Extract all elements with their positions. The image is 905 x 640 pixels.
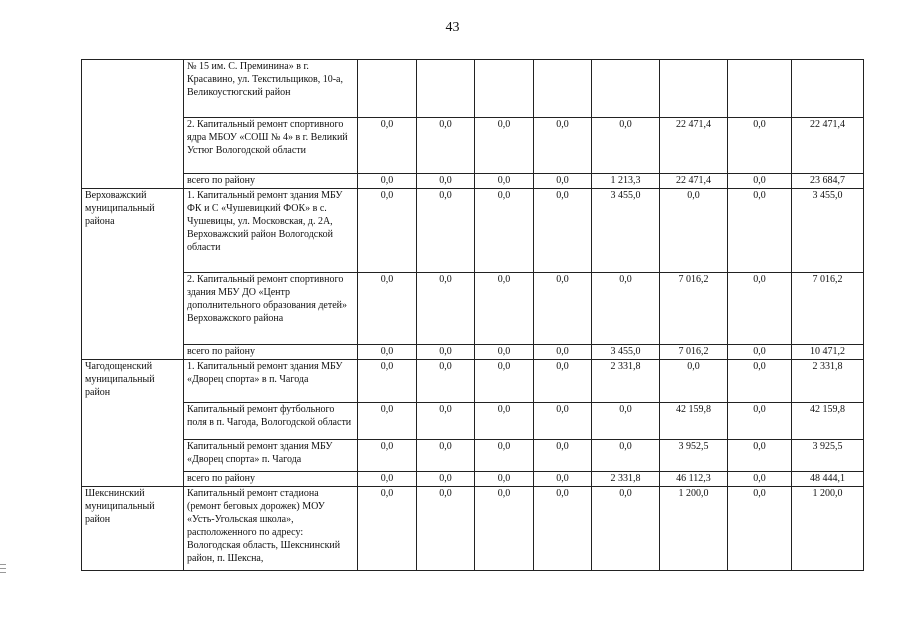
total-row — [82, 174, 864, 189]
value-cell: 3 952,5 — [660, 440, 728, 472]
table-row — [82, 487, 864, 571]
value-cell: 0,0 — [534, 472, 592, 487]
value-cell: 0,0 — [358, 189, 417, 273]
total-row — [82, 472, 864, 487]
value-cell: 7 016,2 — [660, 345, 728, 360]
value-cell: 0,0 — [358, 273, 417, 345]
value-cell: 0,0 — [358, 118, 417, 174]
value-cell: 0,0 — [534, 360, 592, 403]
description-cell: Капитальный ремонт стадиона (ремонт беговых дорожек) МОУ «Усть-Угольская школа», расположенного по адресу: Вологодская область, Шекснинский район, п. Шексна, — [184, 487, 358, 571]
table-body — [82, 60, 864, 571]
description-cell: № 15 им. С. Преминина» в г. Красавино, ул. Текстильщиков, 10-а, Великоустюгский район — [184, 60, 358, 118]
value-cell: 0,0 — [475, 472, 534, 487]
value-cell: 0,0 — [592, 118, 660, 174]
value-cell — [534, 60, 592, 118]
value-cell: 0,0 — [660, 189, 728, 273]
value-cell: 3 455,0 — [792, 189, 864, 273]
value-cell: 0,0 — [475, 403, 534, 440]
value-cell: 0,0 — [358, 174, 417, 189]
value-cell: 42 159,8 — [660, 403, 728, 440]
value-cell: 0,0 — [417, 403, 475, 440]
table-row — [82, 440, 864, 472]
value-cell: 0,0 — [358, 487, 417, 571]
value-cell: 22 471,4 — [792, 118, 864, 174]
district-cell: Шекснинский муниципальный район — [82, 487, 184, 571]
value-cell: 0,0 — [660, 360, 728, 403]
value-cell: 0,0 — [728, 189, 792, 273]
value-cell: 0,0 — [475, 174, 534, 189]
value-cell: 0,0 — [417, 118, 475, 174]
value-cell: 3 455,0 — [592, 189, 660, 273]
value-cell: 0,0 — [417, 273, 475, 345]
value-cell — [417, 60, 475, 118]
total-label: всего по району — [184, 345, 358, 360]
district-cell: Верховажский муниципальный района — [82, 189, 184, 360]
value-cell: 0,0 — [592, 273, 660, 345]
description-cell: Капитальный ремонт здания МБУ «Дворец спорта» п. Чагода — [184, 440, 358, 472]
value-cell: 0,0 — [728, 345, 792, 360]
value-cell: 0,0 — [417, 345, 475, 360]
value-cell: 1 200,0 — [792, 487, 864, 571]
value-cell: 3 925,5 — [792, 440, 864, 472]
value-cell: 46 112,3 — [660, 472, 728, 487]
description-cell: 1. Капитальный ремонт здания МБУ ФК и С «Чушевицкий ФОК» в с. Чушевицы, ул. Московская, д. 2А, Верховажский район Вологодской области — [184, 189, 358, 273]
value-cell: 0,0 — [417, 487, 475, 571]
value-cell: 0,0 — [417, 174, 475, 189]
value-cell: 0,0 — [534, 403, 592, 440]
value-cell: 0,0 — [592, 403, 660, 440]
value-cell: 0,0 — [728, 487, 792, 571]
value-cell: 0,0 — [417, 360, 475, 403]
value-cell: 42 159,8 — [792, 403, 864, 440]
value-cell — [592, 60, 660, 118]
value-cell: 0,0 — [417, 472, 475, 487]
value-cell — [792, 60, 864, 118]
description-cell: Капитальный ремонт футбольного поля в п. Чагода, Вологодской области — [184, 403, 358, 440]
value-cell: 0,0 — [728, 118, 792, 174]
value-cell: 0,0 — [358, 440, 417, 472]
total-row — [82, 345, 864, 360]
value-cell: 0,0 — [728, 174, 792, 189]
page-number: 43 — [445, 20, 460, 35]
table-row — [82, 189, 864, 273]
value-cell: 0,0 — [592, 487, 660, 571]
value-cell — [728, 60, 792, 118]
description-cell: 2. Капитальный ремонт спортивного здания МБУ ДО «Центр дополнительного образования детей» Верховажского района — [184, 273, 358, 345]
value-cell — [358, 60, 417, 118]
value-cell: 0,0 — [534, 273, 592, 345]
district-cell: Чагодощенский муниципальный район — [82, 360, 184, 487]
value-cell: 0,0 — [358, 403, 417, 440]
value-cell: 0,0 — [475, 360, 534, 403]
total-label: всего по району — [184, 174, 358, 189]
value-cell: 0,0 — [534, 189, 592, 273]
value-cell: 10 471,2 — [792, 345, 864, 360]
value-cell: 1 213,3 — [592, 174, 660, 189]
total-label: всего по району — [184, 472, 358, 487]
description-cell: 2. Капитальный ремонт спортивного ядра МБОУ «СОШ № 4» в г. Великий Устюг Вологодской области — [184, 118, 358, 174]
value-cell: 0,0 — [417, 440, 475, 472]
value-cell: 7 016,2 — [792, 273, 864, 345]
value-cell: 23 684,7 — [792, 174, 864, 189]
value-cell: 0,0 — [728, 403, 792, 440]
value-cell: 2 331,8 — [592, 360, 660, 403]
value-cell: 1 200,0 — [660, 487, 728, 571]
value-cell: 2 331,8 — [792, 360, 864, 403]
margin-mark — [0, 564, 6, 576]
value-cell: 0,0 — [475, 118, 534, 174]
value-cell: 0,0 — [475, 345, 534, 360]
value-cell: 0,0 — [534, 345, 592, 360]
value-cell: 0,0 — [358, 345, 417, 360]
value-cell: 0,0 — [475, 189, 534, 273]
value-cell: 7 016,2 — [660, 273, 728, 345]
value-cell: 0,0 — [534, 440, 592, 472]
value-cell: 0,0 — [728, 360, 792, 403]
value-cell: 0,0 — [475, 440, 534, 472]
value-cell: 0,0 — [534, 487, 592, 571]
value-cell: 0,0 — [534, 174, 592, 189]
value-cell: 0,0 — [358, 472, 417, 487]
value-cell: 48 444,1 — [792, 472, 864, 487]
value-cell: 22 471,4 — [660, 118, 728, 174]
value-cell: 0,0 — [475, 487, 534, 571]
value-cell: 0,0 — [534, 118, 592, 174]
table-row — [82, 403, 864, 440]
value-cell: 0,0 — [728, 472, 792, 487]
value-cell: 0,0 — [728, 440, 792, 472]
table-row — [82, 360, 864, 403]
budget-table — [81, 59, 864, 571]
value-cell: 0,0 — [728, 273, 792, 345]
value-cell: 3 455,0 — [592, 345, 660, 360]
value-cell — [660, 60, 728, 118]
value-cell: 0,0 — [592, 440, 660, 472]
value-cell — [475, 60, 534, 118]
table-row — [82, 273, 864, 345]
description-cell: 1. Капитальный ремонт здания МБУ «Дворец спорта» в п. Чагода — [184, 360, 358, 403]
table-row — [82, 118, 864, 174]
value-cell: 2 331,8 — [592, 472, 660, 487]
value-cell: 0,0 — [417, 189, 475, 273]
value-cell: 0,0 — [475, 273, 534, 345]
district-cell — [82, 60, 184, 189]
table-row — [82, 60, 864, 118]
value-cell: 0,0 — [358, 360, 417, 403]
value-cell: 22 471,4 — [660, 174, 728, 189]
